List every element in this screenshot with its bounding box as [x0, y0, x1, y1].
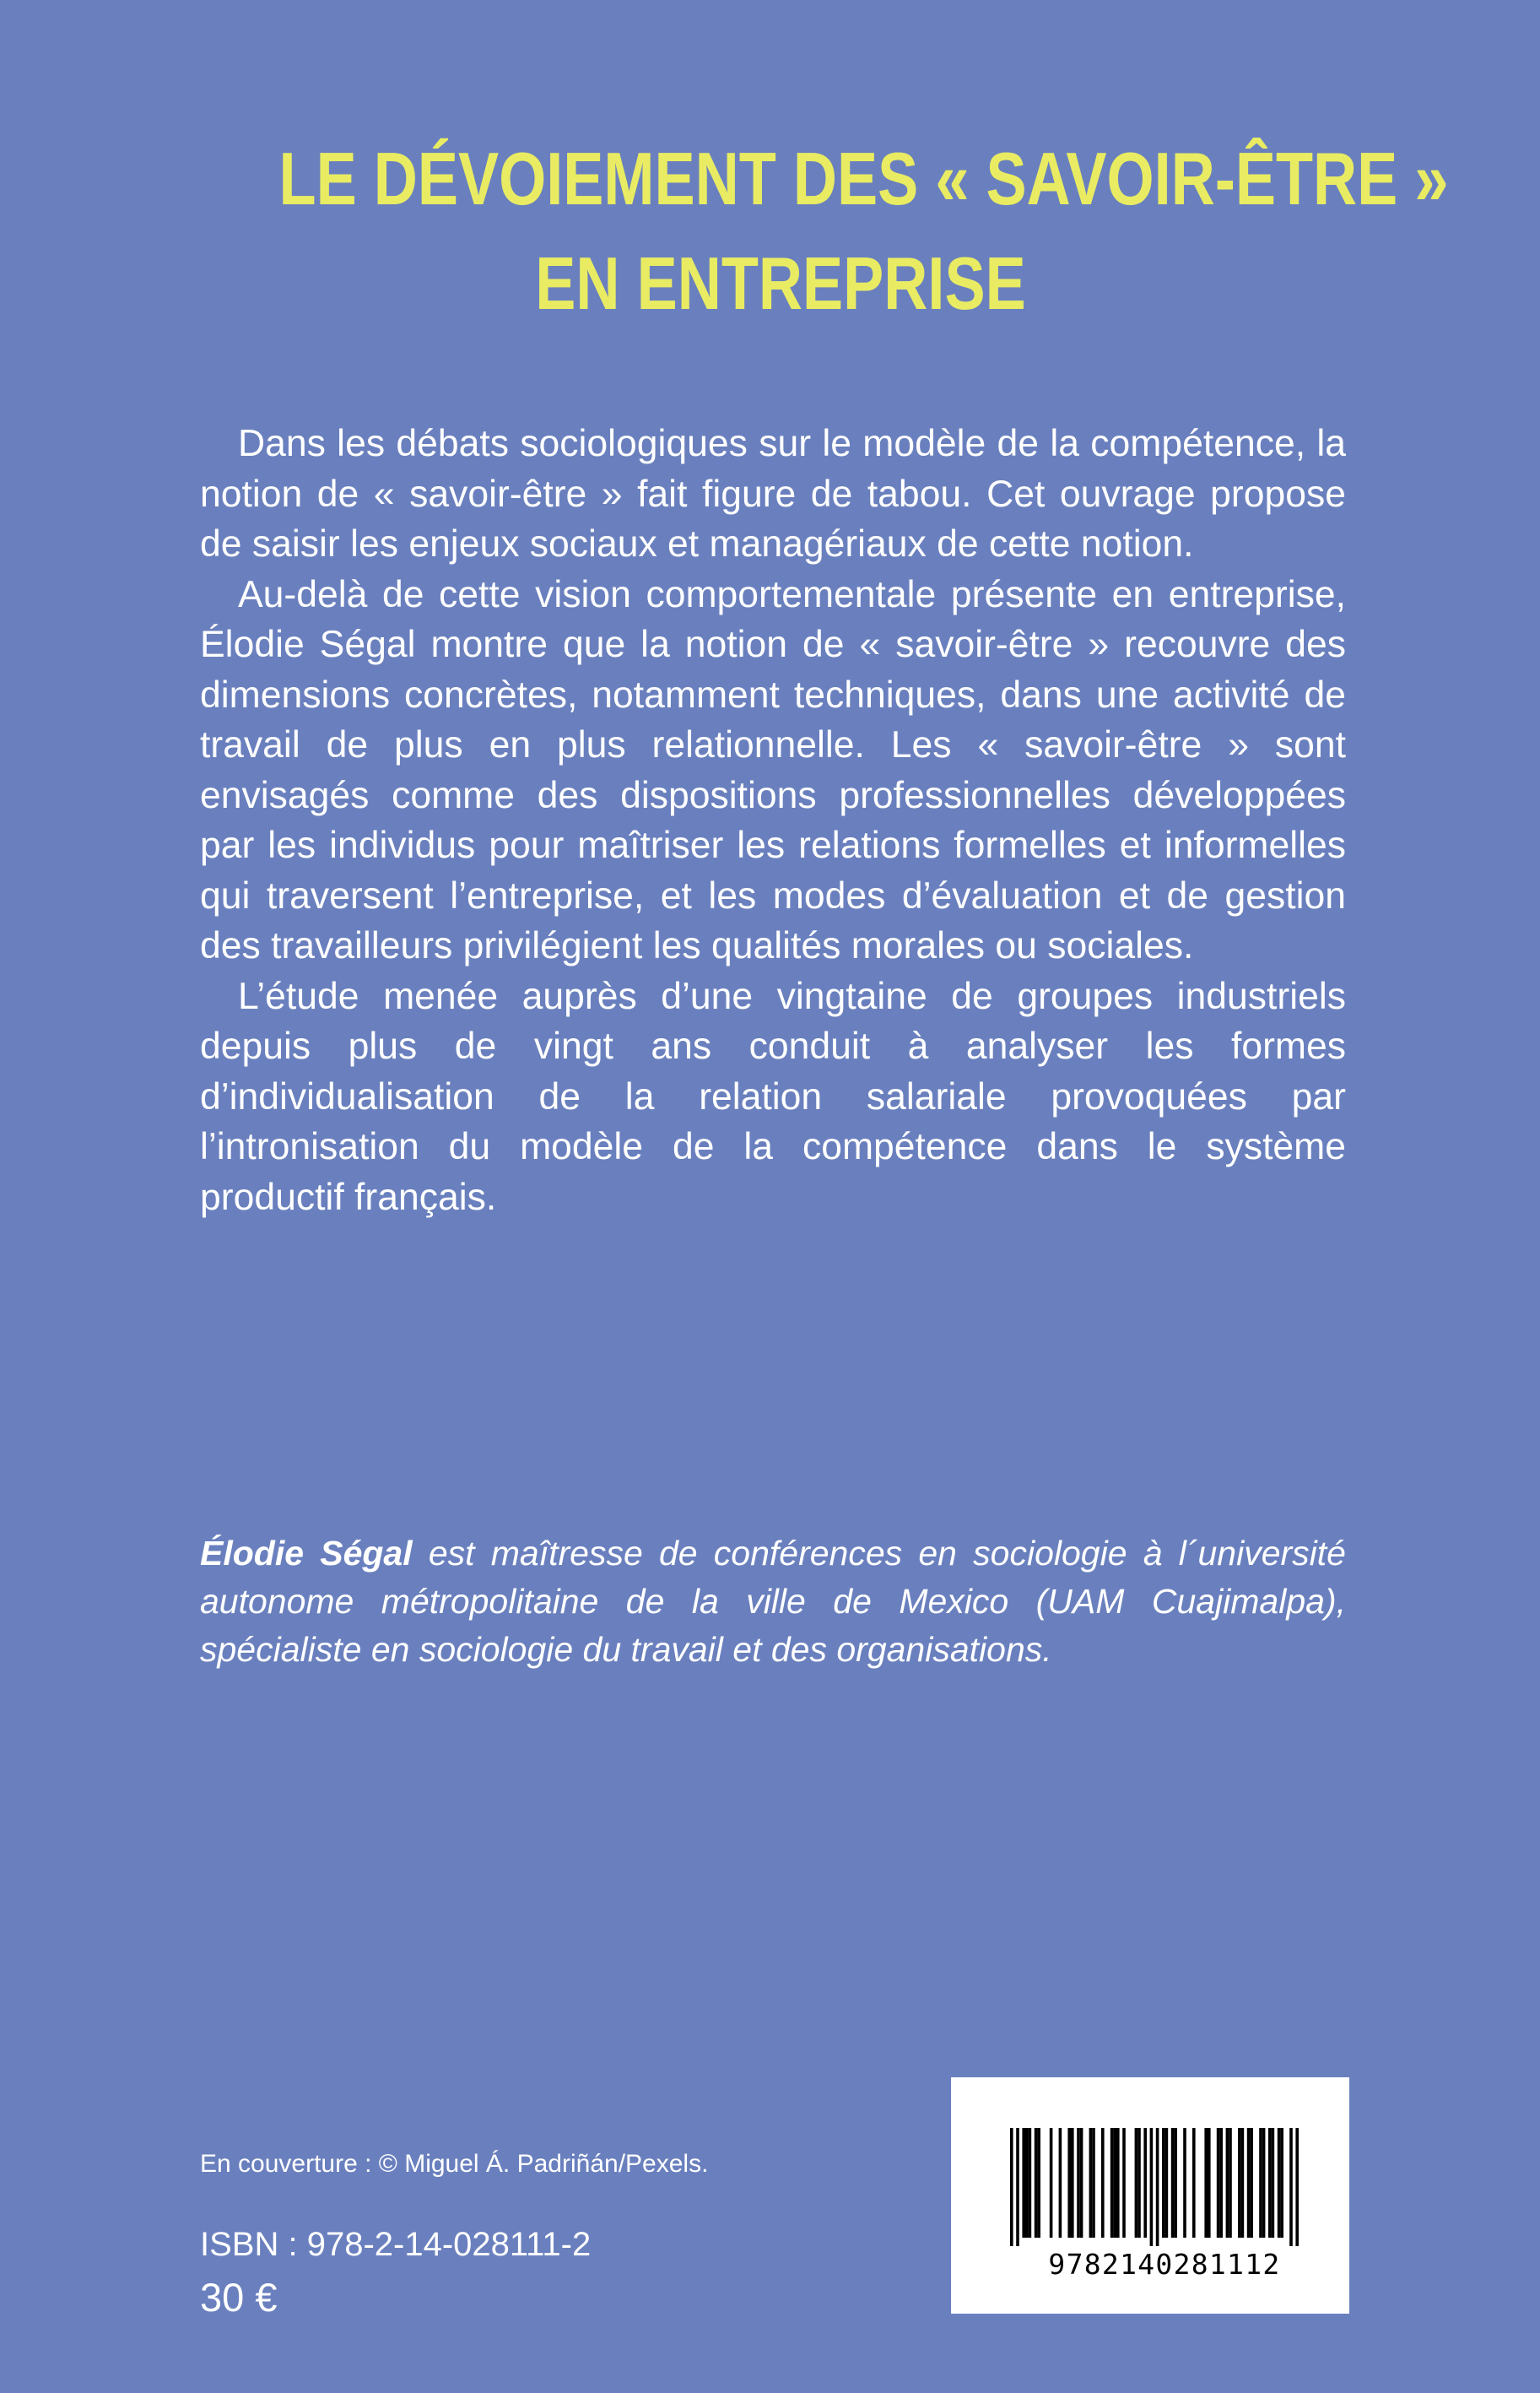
barcode-bar: [1268, 2128, 1272, 2238]
summary-text: [200, 419, 1346, 1222]
barcode-bar: [1025, 2128, 1029, 2238]
barcode-bar: [1262, 2128, 1266, 2238]
barcode-bar: [1208, 2128, 1211, 2238]
author-bio-text: est maîtresse de conférences en sociologie à l´université autonome métropolitaine de la ville de Mexico (UAM Cuajimalpa), spécialiste en sociologie du travail et des organisations.: [200, 1534, 1346, 1669]
barcode-bar: [1289, 2128, 1293, 2246]
barcode-bar: [1029, 2128, 1032, 2238]
barcode-bar: [1143, 2128, 1147, 2238]
barcode-bar: [1089, 2128, 1093, 2238]
barcode-bar: [1278, 2128, 1281, 2238]
barcode-bar: [1219, 2128, 1223, 2238]
barcode-bar: [1217, 2128, 1220, 2238]
barcode-bar: [1016, 2128, 1019, 2246]
barcode-bar: [1137, 2128, 1141, 2238]
barcode-bar: [1247, 2128, 1251, 2238]
price: 30 €: [200, 2275, 278, 2320]
barcode-bar: [1135, 2128, 1138, 2238]
barcode-bar: [1250, 2128, 1253, 2238]
barcode-bar: [1162, 2128, 1165, 2238]
title-line-2: EN ENTREPRISE: [535, 241, 1026, 325]
barcode-bar: [1150, 2128, 1154, 2246]
barcode-bar: [1171, 2128, 1175, 2238]
barcode-bar: [1192, 2128, 1196, 2238]
barcode-bar: [1204, 2128, 1208, 2238]
barcode-bar: [1280, 2128, 1283, 2238]
barcode-bar: [1101, 2128, 1105, 2238]
title-line-1: LE DÉVOIEMENT DES « SAVOIR-ÊTRE »: [278, 137, 1449, 220]
barcode-bar: [1272, 2128, 1275, 2238]
barcode-bar: [1165, 2128, 1169, 2238]
barcode-bars: [985, 2128, 1316, 2246]
barcode-bar: [1156, 2128, 1159, 2246]
barcode-bar: [1077, 2128, 1080, 2238]
barcode-bar: [1059, 2128, 1062, 2238]
barcode-bar: [1226, 2128, 1229, 2238]
cover-credit: En couverture : © Miguel Á. Padriñán/Pexels.: [200, 2150, 709, 2178]
author-bio: [200, 1529, 1346, 1674]
barcode-bar: [1259, 2128, 1262, 2238]
barcode-bar: [1241, 2128, 1245, 2238]
barcode-bar: [1122, 2128, 1126, 2238]
barcode-bar: [1238, 2128, 1241, 2238]
barcode-bar: [1113, 2128, 1116, 2238]
author-name: Élodie Ségal: [200, 1534, 413, 1573]
barcode-bar: [1092, 2128, 1095, 2238]
barcode-bar: [1067, 2128, 1071, 2238]
barcode-bar: [1183, 2128, 1186, 2238]
book-title: [278, 127, 1449, 336]
barcode-box: [951, 2077, 1349, 2314]
barcode-bar: [1174, 2128, 1177, 2238]
barcode-bar: [1037, 2128, 1040, 2238]
barcode-bar: [1295, 2128, 1299, 2246]
barcode-bar: [1229, 2128, 1232, 2238]
barcode-bar: [1116, 2128, 1120, 2238]
barcode-number: 9782140281112: [1048, 2248, 1281, 2281]
barcode-bar: [1035, 2128, 1038, 2238]
barcode-bar: [1080, 2128, 1083, 2238]
summary-paragraph-2: Au-delà de cette vision comportementale présente en entreprise, Élodie Ségal montre que la notion de « savoir-être » recouvre des dimensions concrètes, notamment techniques, dans une activité de travail de plus en plus relationnelle. Les « savoir-être » sont envisagés comme des dispositions professionnelles développées par les individus pour maîtriser les relations formelles et informelles qui traversent l’entreprise, et les modes d’évaluation et de gestion des travailleurs privilégient les qualités morales ou sociales.: [200, 573, 1346, 966]
barcode-bar: [1110, 2128, 1114, 2238]
barcode-bar: [1022, 2128, 1025, 2238]
barcode-bar: [1010, 2128, 1013, 2246]
barcode-bar: [1050, 2128, 1053, 2238]
isbn: ISBN : 978-2-14-028111-2: [200, 2226, 592, 2263]
summary-paragraph-3: L’étude menée auprès d’une vingtaine de groupes industriels depuis plus de vingt ans conduit à analyser les formes d’individualisation de la relation salariale provoquées par l’intronisation du modèle de la compétence dans le système productif français.: [200, 975, 1346, 1218]
barcode-bar: [1071, 2128, 1074, 2238]
summary-paragraph-1: Dans les débats sociologiques sur le modèle de la compétence, la notion de « savoir-être » fait figure de tabou. Cet ouvrage propose de saisir les enjeux sociaux et managériaux de cette notion.: [200, 423, 1346, 565]
